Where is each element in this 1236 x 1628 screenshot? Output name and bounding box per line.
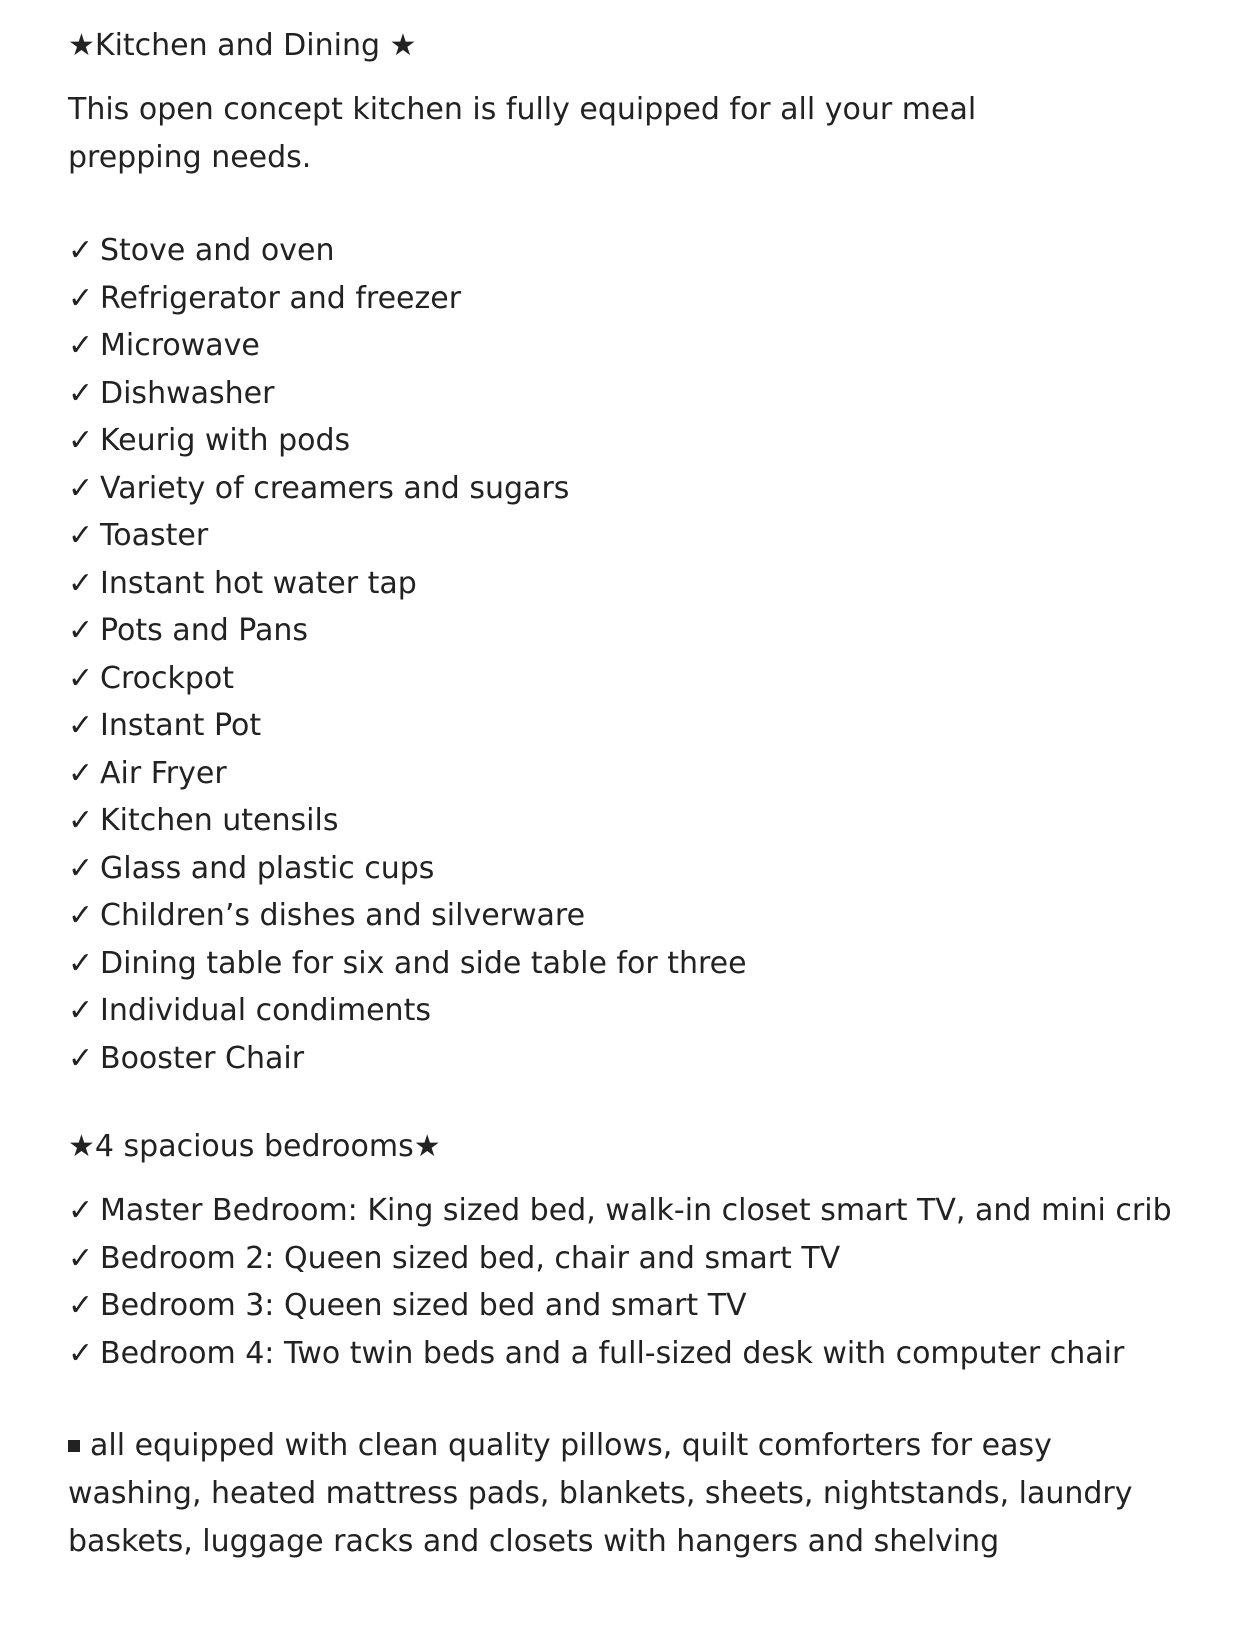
kitchen-item — [68, 845, 1188, 893]
check-mark-icon: ✓ — [68, 1335, 94, 1371]
kitchen-item — [68, 940, 1188, 988]
kitchen-item — [68, 702, 1188, 750]
kitchen-item — [68, 322, 1188, 370]
check-mark-icon: ✓ — [68, 423, 94, 458]
kitchen-item-label: Refrigerator and freezer — [100, 280, 462, 316]
check-mark-icon: ✓ — [68, 708, 94, 743]
kitchen-section-title: ★Kitchen and Dining ★ — [68, 28, 417, 63]
kitchen-item — [68, 607, 1188, 655]
bedroom-item-label: Bedroom 4: Two twin beds and a full-sized desk with computer chair — [100, 1335, 1125, 1371]
kitchen-item-label: Instant Pot — [100, 708, 262, 743]
check-mark-icon: ✓ — [68, 898, 94, 933]
check-mark-icon: ✓ — [68, 993, 94, 1028]
kitchen-item — [68, 370, 1188, 418]
check-mark-icon: ✓ — [68, 280, 94, 316]
check-mark-icon: ✓ — [68, 1288, 94, 1323]
listing-description — [68, 26, 1188, 1566]
kitchen-item-label: Dishwasher — [100, 375, 275, 411]
kitchen-item-label: Instant hot water tap — [100, 565, 417, 601]
kitchen-item-label: Individual condiments — [100, 993, 431, 1028]
bedroom-item-label: Bedroom 2: Queen sized bed, chair and smart TV — [100, 1240, 841, 1276]
kitchen-item — [68, 465, 1188, 513]
kitchen-item-label: Glass and plastic cups — [100, 850, 435, 886]
kitchen-item-label: Children’s dishes and silverware — [100, 898, 586, 933]
check-mark-icon: ✓ — [68, 1040, 94, 1076]
kitchen-item-label: Air Fryer — [100, 755, 227, 791]
check-mark-icon: ✓ — [68, 755, 94, 791]
check-mark-icon: ✓ — [68, 565, 94, 601]
kitchen-item-label: Pots and Pans — [100, 613, 309, 648]
bedroom-note — [68, 1422, 1178, 1566]
check-mark-icon: ✓ — [68, 328, 94, 363]
bedroom-note-text: all equipped with clean quality pillows, quilt comforters for easy washing, heated mattress pads, blankets, sheets, nightstands, laundry baskets, luggage racks and closets with hangers and shelving — [68, 1428, 1133, 1559]
check-mark-icon: ✓ — [68, 803, 94, 838]
check-mark-icon: ✓ — [68, 518, 94, 553]
kitchen-item-label: Kitchen utensils — [100, 803, 339, 838]
check-mark-icon: ✓ — [68, 375, 94, 411]
kitchen-item — [68, 1035, 1188, 1083]
check-mark-icon: ✓ — [68, 1240, 94, 1276]
kitchen-item — [68, 892, 1188, 940]
kitchen-item — [68, 560, 1188, 608]
bedroom-item — [68, 1235, 1188, 1283]
kitchen-item-label: Microwave — [100, 328, 260, 363]
kitchen-item — [68, 987, 1188, 1035]
kitchen-item — [68, 417, 1188, 465]
kitchen-item-label: Dining table for six and side table for three — [100, 945, 747, 981]
check-mark-icon: ✓ — [68, 470, 94, 506]
check-mark-icon: ✓ — [68, 945, 94, 981]
kitchen-item-label: Toaster — [100, 518, 209, 553]
kitchen-item — [68, 797, 1188, 845]
bedrooms-section-title: ★4 spacious bedrooms★ — [68, 1129, 441, 1164]
kitchen-item-label: Keurig with pods — [100, 423, 351, 458]
kitchen-item-label: Variety of creamers and sugars — [100, 470, 570, 506]
square-bullet-icon — [68, 1440, 80, 1452]
kitchen-item-label: Crockpot — [100, 660, 235, 696]
kitchen-amenities-list — [68, 227, 1188, 1082]
bedroom-item-label: Bedroom 3: Queen sized bed and smart TV — [100, 1288, 747, 1323]
bedroom-item-label: Master Bedroom: King sized bed, walk-in closet smart TV, and mini crib — [100, 1193, 1172, 1228]
check-mark-icon: ✓ — [68, 613, 94, 648]
kitchen-item — [68, 750, 1188, 798]
check-mark-icon: ✓ — [68, 233, 94, 268]
kitchen-intro-text: This open concept kitchen is fully equipped for all your meal prepping needs. — [68, 92, 977, 175]
check-mark-icon: ✓ — [68, 850, 94, 886]
bedroom-item — [68, 1187, 1188, 1235]
kitchen-item — [68, 655, 1188, 703]
bedroom-item — [68, 1282, 1188, 1330]
kitchen-item — [68, 227, 1188, 275]
bedroom-item — [68, 1330, 1188, 1378]
bedroom-list — [68, 1187, 1188, 1377]
kitchen-item-label: Stove and oven — [100, 233, 335, 268]
kitchen-item — [68, 512, 1188, 560]
kitchen-item — [68, 275, 1188, 323]
check-mark-icon: ✓ — [68, 1193, 94, 1228]
kitchen-item-label: Booster Chair — [100, 1040, 305, 1076]
check-mark-icon: ✓ — [68, 660, 94, 696]
